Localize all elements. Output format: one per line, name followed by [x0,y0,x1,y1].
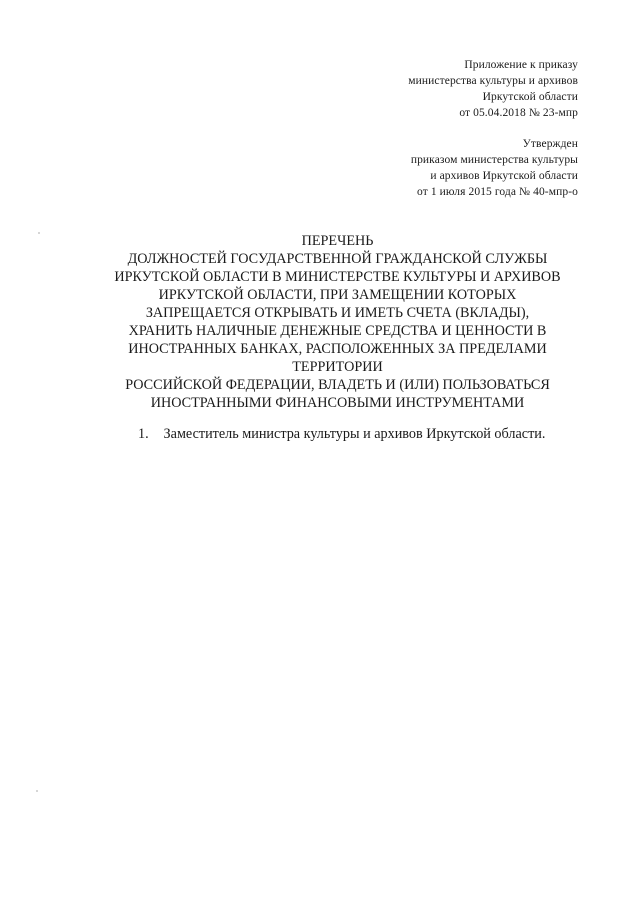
title-line: ТЕРРИТОРИИ [292,359,383,375]
title-line: ПЕРЕЧЕНЬ [301,233,374,249]
appendix-line: министерства культуры и архивов [408,75,578,87]
title-line: ХРАНИТЬ НАЛИЧНЫЕ ДЕНЕЖНЫЕ СРЕДСТВА И ЦЕННОСТИ В [128,323,547,339]
appendix-line: Иркутской области [482,91,578,103]
appendix-line: Приложение к приказу [464,59,578,71]
approval-line: и архивов Иркутской области [430,170,578,182]
approval-line: Утвержден [522,138,578,150]
appendix-line: от 05.04.2018 № 23-мпр [459,107,578,119]
position-list [138,425,545,443]
approval-line: от 1 июля 2015 года № 40-мпр-о [417,186,578,198]
approval-line: приказом министерства культуры [410,154,578,166]
list-item [138,425,545,443]
title-line: ИНОСТРАННЫМИ ФИНАНСОВЫМИ ИНСТРУМЕНТАМИ [150,395,525,411]
approval-note [411,136,578,200]
scan-speck [38,232,40,234]
title-line: ИРКУТСКОЙ ОБЛАСТИ В МИНИСТЕРСТВЕ КУЛЬТУРЫ И АРХИВОВ [114,269,561,285]
list-item-number: 1. [138,426,149,442]
appendix-note [408,57,578,121]
title-line: РОССИЙСКОЙ ФЕДЕРАЦИИ, ВЛАДЕТЬ И (ИЛИ) ПОЛЬЗОВАТЬСЯ [125,377,550,393]
list-item-text: Заместитель министра культуры и архивов Иркутской области. [163,426,546,442]
title-line: ИНОСТРАННЫХ БАНКАХ, РАСПОЛОЖЕННЫХ ЗА ПРЕДЕЛАМИ [128,341,547,357]
title-line: ДОЛЖНОСТЕЙ ГОСУДАРСТВЕННОЙ ГРАЖДАНСКОЙ СЛУЖБЫ [127,251,548,267]
title-line: ИРКУТСКОЙ ОБЛАСТИ, ПРИ ЗАМЕЩЕНИИ КОТОРЫХ [158,287,517,303]
scan-speck [36,790,38,792]
title-line: ЗАПРЕЩАЕТСЯ ОТКРЫВАТЬ И ИМЕТЬ СЧЕТА (ВКЛАДЫ), [145,305,530,321]
document-title [90,232,585,412]
